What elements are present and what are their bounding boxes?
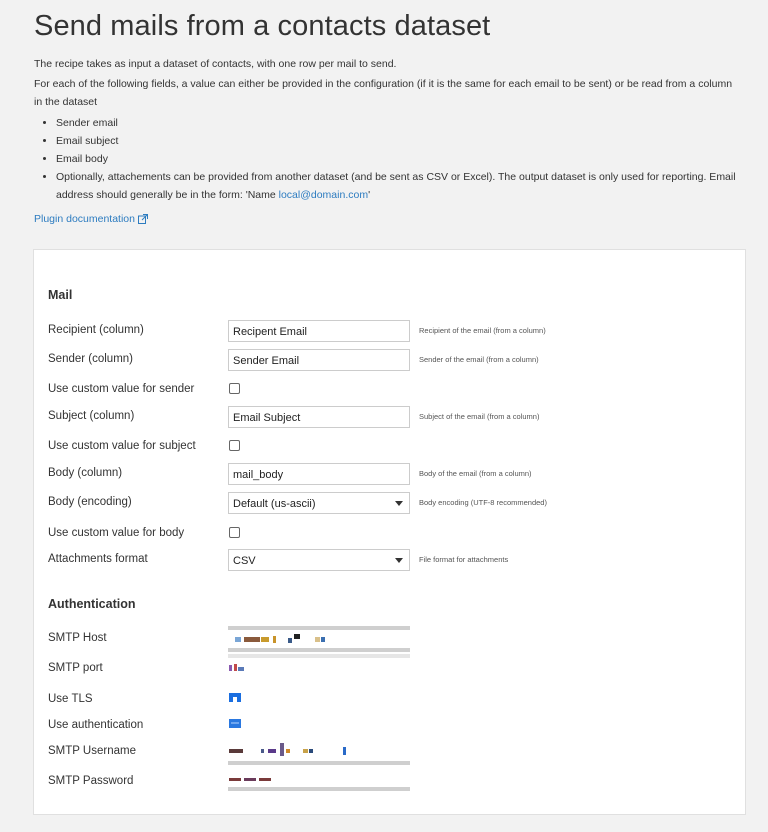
custom-sender-label: Use custom value for sender — [48, 383, 195, 395]
body-encoding-row — [48, 492, 738, 516]
chevron-down-icon — [395, 558, 403, 563]
custom-subject-row — [48, 436, 738, 460]
custom-subject-checkbox[interactable] — [229, 440, 240, 451]
authentication-section-title: Authentication — [48, 597, 136, 611]
use-authentication-label: Use authentication — [48, 719, 144, 731]
custom-sender-checkbox[interactable] — [229, 383, 240, 394]
body-label: Body (column) — [48, 467, 123, 479]
custom-body-label: Use custom value for body — [48, 527, 185, 539]
body-help: Body of the email (from a column) — [419, 469, 532, 478]
smtp-username-label: SMTP Username — [48, 745, 136, 757]
attachments-format-value: CSV — [233, 555, 256, 567]
list-item: • Optionally, attachements can be provided from another dataset (and be sent as CSV or Excel). The output dataset is only used for reporting. Email address should generally be in the form: 'Name local@domain.com' — [56, 168, 756, 204]
plugin-documentation-link[interactable] — [34, 213, 148, 225]
use-tls-label: Use TLS — [48, 693, 93, 705]
body-encoding-select[interactable] — [228, 492, 410, 514]
plugin-documentation-label: Plugin documentation — [34, 213, 135, 225]
smtp-host-row — [48, 628, 738, 652]
custom-subject-label: Use custom value for subject — [48, 440, 196, 452]
fields-list — [34, 114, 756, 204]
smtp-port-input[interactable] — [228, 654, 410, 676]
attachments-format-label: Attachments format — [48, 553, 148, 565]
email-example-link[interactable]: local@domain.com — [278, 189, 369, 201]
page-title: Send mails from a contacts dataset — [34, 10, 491, 42]
recipient-label: Recipient (column) — [48, 324, 144, 336]
smtp-password-input[interactable] — [228, 769, 410, 791]
attachments-note: Optionally, attachements can be provided from another dataset (and be sent as CSV or Excel). The output dataset is only used for reporting. Email address should generally be in the form: 'Name — [56, 171, 736, 201]
settings-panel — [33, 249, 746, 815]
recipient-help: Recipient of the email (from a column) — [419, 326, 546, 335]
use-authentication-row — [48, 715, 738, 739]
body-column-input[interactable]: mail_body — [228, 463, 410, 485]
smtp-username-row — [48, 741, 738, 765]
use-tls-row — [48, 689, 738, 713]
sender-column-input[interactable]: Sender Email — [228, 349, 410, 371]
sender-label: Sender (column) — [48, 353, 134, 365]
smtp-password-label: SMTP Password — [48, 775, 134, 787]
fields-intro-text: For each of the following fields, a value can either be provided in the configuration (if it is the same for each email to be sent) or be read from a column in the dataset — [34, 78, 733, 108]
sender-row — [48, 349, 738, 373]
recipient-column-input[interactable]: Recipent Email — [228, 320, 410, 342]
external-link-icon — [138, 214, 148, 224]
smtp-port-label: SMTP port — [48, 662, 103, 674]
sender-help: Sender of the email (from a column) — [419, 355, 539, 364]
use-tls-toggle[interactable] — [229, 693, 241, 702]
subject-column-input[interactable]: Email Subject — [228, 406, 410, 428]
attachments-format-help: File format for attachments — [419, 555, 509, 564]
custom-body-checkbox[interactable] — [229, 527, 240, 538]
attachments-format-row — [48, 549, 738, 573]
body-encoding-help: Body encoding (UTF-8 recommended) — [419, 498, 547, 507]
body-encoding-label: Body (encoding) — [48, 496, 132, 508]
smtp-host-input[interactable] — [228, 626, 410, 648]
chevron-down-icon — [395, 501, 403, 506]
intro-text: The recipe takes as input a dataset of contacts, with one row per mail to send. — [34, 58, 397, 70]
subject-help: Subject of the email (from a column) — [419, 412, 540, 421]
subject-label: Subject (column) — [48, 410, 135, 422]
mail-section-title: Mail — [48, 288, 73, 302]
body-encoding-value: Default (us-ascii) — [233, 498, 316, 510]
subject-row — [48, 406, 738, 430]
smtp-port-row — [48, 658, 738, 682]
attachments-format-select[interactable] — [228, 549, 410, 571]
smtp-username-input[interactable] — [228, 737, 410, 759]
smtp-password-row — [48, 771, 738, 795]
list-item: • Email subject — [56, 132, 756, 150]
list-item: • Sender email — [56, 114, 756, 132]
use-authentication-toggle[interactable] — [229, 719, 241, 728]
smtp-host-label: SMTP Host — [48, 632, 107, 644]
recipient-row — [48, 320, 738, 344]
list-item: • Email body — [56, 150, 756, 168]
custom-sender-row — [48, 379, 738, 403]
body-row — [48, 463, 738, 487]
custom-body-row — [48, 523, 738, 547]
